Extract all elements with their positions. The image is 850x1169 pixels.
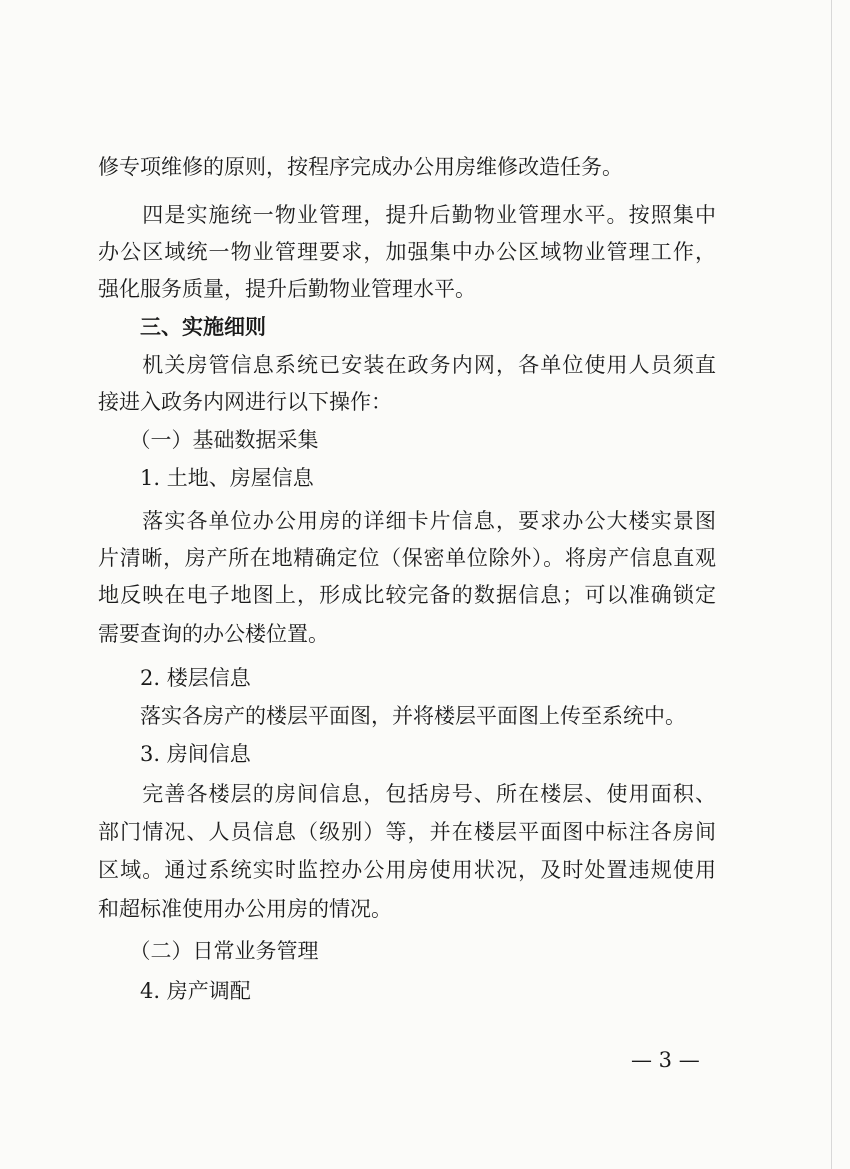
- paragraph-line: 四是实施统一物业管理，提升后勤物业管理水平。按照集中: [98, 203, 716, 227]
- paragraph-line: 强化服务质量，提升后勤物业管理水平。: [98, 277, 476, 301]
- paragraph-line: 区域。通过系统实时监控办公用房使用状况，及时处置违规使用: [98, 858, 716, 882]
- paragraph-line: 完善各楼层的房间信息，包括房号、所在楼层、使用面积、: [98, 782, 716, 806]
- paragraph-line: 办公区域统一物业管理要求，加强集中办公区域物业管理工作，: [98, 240, 716, 264]
- paragraph-line: 和超标准使用办公用房的情况。: [98, 897, 392, 921]
- paragraph-line: 落实各房产的楼层平面图，并将楼层平面图上传至系统中。: [98, 704, 686, 728]
- paragraph-line: 片清晰，房产所在地精确定位（保密单位除外）。将房产信息直观: [98, 546, 716, 570]
- section-heading: 三、实施细则: [98, 314, 266, 339]
- item-heading: 2. 楼层信息: [98, 666, 251, 690]
- item-heading: 4. 房产调配: [98, 979, 251, 1003]
- paragraph-line: 需要查询的办公楼位置。: [98, 622, 329, 646]
- page-number: — 3 —: [631, 1048, 700, 1072]
- paragraph-line: 地反映在电子地图上，形成比较完备的数据信息；可以准确锁定: [98, 583, 716, 607]
- paragraph-line: 部门情况、人员信息（级别）等，并在楼层平面图中标注各房间: [98, 820, 716, 844]
- subsection-heading: （二）日常业务管理: [98, 939, 319, 963]
- scan-edge-line: [831, 0, 832, 1169]
- paragraph-line: 机关房管信息系统已安装在政务内网，各单位使用人员须直: [98, 353, 716, 377]
- paragraph-line: 落实各单位办公用房的详细卡片信息，要求办公大楼实景图: [98, 509, 716, 533]
- item-heading: 1. 土地、房屋信息: [98, 466, 314, 490]
- paragraph-line: 修专项维修的原则，按程序完成办公用房维修改造任务。: [98, 155, 623, 179]
- subsection-heading: （一）基础数据采集: [98, 428, 319, 452]
- item-heading: 3. 房间信息: [98, 742, 251, 766]
- paragraph-line: 接进入政务内网进行以下操作：: [98, 390, 392, 414]
